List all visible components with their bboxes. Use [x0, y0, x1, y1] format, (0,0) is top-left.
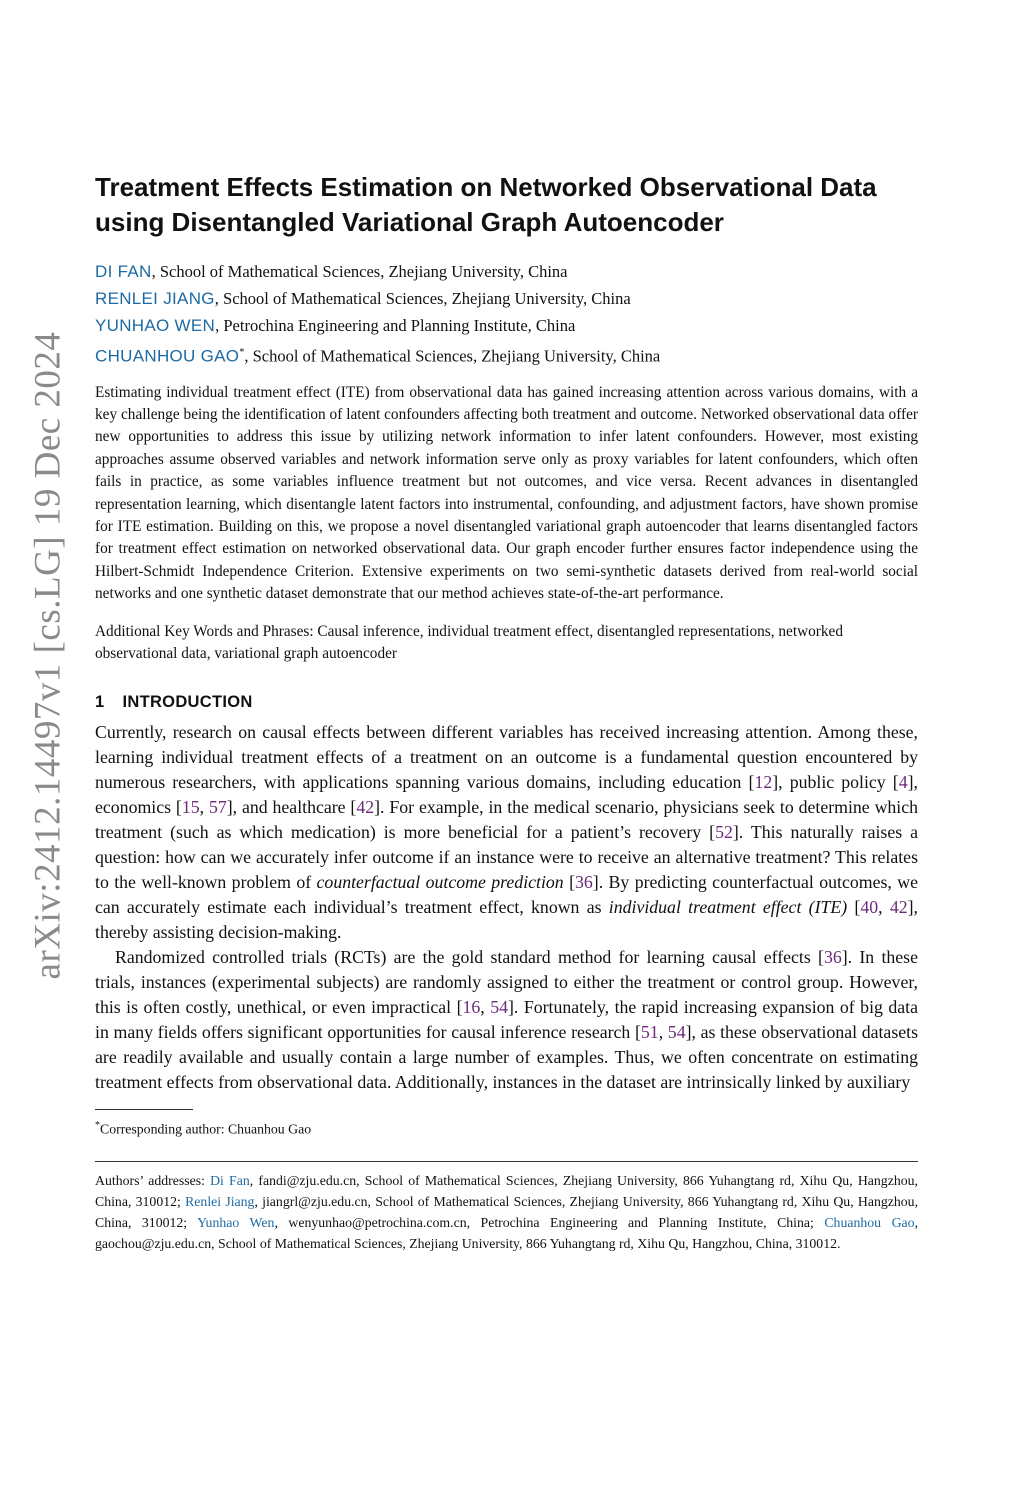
intro-paragraph-1: Currently, research on causal effects between different variables has received increasing attention. Among these, learning individual treatment effects of a treatment on an outcome is a fundamental question encountered by numerous researchers, with applications spanning various domains, including education [12], public policy [4], economics [15, 57], and healthcare [42]. For example, in the medical scenario, physicians seek to determine which treatment (such as which medication) is more beneficial for a patient’s recovery [52]. This naturally raises a question: how can we accurately infer outcome if an instance were to receive an alternative treatment? This relates to the well-known problem of counterfactual outcome prediction [36]. By predicting counterfactual outcomes, we can accurately estimate each individual’s treatment effect, known as individual treatment effect (ITE) [40, 42], thereby assisting decision-making.	[95, 721, 919, 942]
author-affiliation: Petrochina Engineering and Planning Institute, China	[223, 316, 576, 335]
section-heading-introduction	[95, 693, 918, 712]
citation-link[interactable]: 52	[715, 821, 733, 842]
section-number: 1	[95, 692, 105, 711]
citation-link[interactable]: 12	[754, 771, 773, 792]
keywords-label: Additional Key Words and Phrases:	[95, 622, 314, 640]
emphasis-term: counterfactual outcome prediction	[316, 871, 564, 892]
arxiv-identifier	[22, 290, 74, 1020]
citation-link[interactable]: 4	[898, 771, 908, 792]
keywords	[95, 621, 918, 666]
author-list	[95, 258, 918, 370]
author-entry: CHUANHOU GAO*, School of Mathematical Sciences, Zhejiang University, China	[95, 346, 661, 366]
footnote-marker: *	[95, 1119, 100, 1131]
citation-link[interactable]: 40	[860, 896, 879, 917]
citation-link[interactable]: 15	[181, 796, 200, 817]
author-affiliation: School of Mathematical Sciences, Zhejiang University, China	[252, 346, 661, 366]
paper-first-page	[95, 170, 918, 1268]
citation-link[interactable]: 51	[640, 1021, 659, 1042]
author-affiliation: School of Mathematical Sciences, Zhejiang University, China	[223, 289, 631, 308]
abstract: Estimating individual treatment effect (ITE) from observational data has gained increasing attention across various domains, with a key challenge being the identification of latent confounders affecting both treatment and outcome. Networked observational data offer new opportunities to address this issue by utilizing network information to infer latent confounders. However, most existing approaches assume observed variables and network information serve only as proxy variables for latent confounders, which often fails in practice, as some variables influence treatment but not outcomes, and vice versa. Recent advances in disentangled representation learning, which disentangle latent factors into instrumental, confounding, and adjustment factors, have shown promise for ITE estimation. Building on this, we propose a novel disentangled variational graph autoencoder that learns disentangled factors for treatment effect estimation on networked observational data. Our graph encoder further ensures factor independence using the Hilbert-Schmidt Independence Criterion. Extensive experiments on two semi-synthetic datasets derived from real-world social networks and one synthetic dataset demonstrate that our method achieves state-of-the-art performance.	[95, 383, 918, 603]
citation-link[interactable]: 36	[823, 946, 842, 967]
citation-link[interactable]: 42	[356, 796, 375, 817]
author-name-link[interactable]: RENLEI JIANG	[95, 289, 215, 308]
author-entry: YUNHAO WEN, Petrochina Engineering and Planning Institute, China	[95, 316, 576, 335]
footnote-divider	[95, 1109, 193, 1110]
corresponding-author-marker: *	[239, 347, 245, 358]
author-address-link[interactable]: Chuanhou Gao	[824, 1215, 915, 1231]
author-entry: DI FAN, School of Mathematical Sciences, Zhejiang University, China	[95, 262, 568, 281]
arxiv-identifier-text: arXiv:2412.14497v1 [cs.LG] 19 Dec 2024	[27, 331, 69, 979]
paper-title: Treatment Effects Estimation on Networked Observational Data using Disentangled Variational Graph Autoencoder	[95, 172, 877, 237]
emphasis-term: individual treatment effect (ITE)	[608, 896, 848, 917]
author-name-link[interactable]: YUNHAO WEN	[95, 316, 216, 335]
author-entry: RENLEI JIANG, School of Mathematical Sciences, Zhejiang University, China	[95, 289, 631, 308]
citation-link[interactable]: 54	[490, 996, 508, 1017]
footnote	[95, 1116, 918, 1140]
citation-link[interactable]: 54	[667, 1021, 686, 1042]
author-address-link[interactable]: Di Fan	[210, 1173, 250, 1189]
footnote-text: Corresponding author: Chuanhou Gao	[100, 1121, 312, 1137]
author-addresses: Authors’ addresses: Di Fan, fandi@zju.edu.cn, School of Mathematical Sciences, Zhejiang University, 866 Yuhangtang rd, Xihu Qu, Hangzhou, China, 310012; Renlei Jiang, jiangrl@zju.edu.cn, School of Mathematical Sciences, Zhejiang University, 866 Yuhangtang rd, Xihu Qu, Hangzhou, China, 310012; Yunhao Wen, wenyunhao@petrochina.com.cn, Petrochina Engineering and Planning Institute, China; Chuanhou Gao, gaochou@zju.edu.cn, School of Mathematical Sciences, Zhejiang University, 866 Yuhangtang rd, Xihu Qu, Hangzhou, China, 310012.	[95, 1173, 919, 1252]
citation-link[interactable]: 16	[462, 996, 481, 1017]
citation-link[interactable]: 57	[208, 796, 227, 817]
author-address-link[interactable]: Yunhao Wen	[197, 1215, 275, 1231]
author-name-link[interactable]: DI FAN	[95, 262, 152, 281]
intro-paragraph-2: Randomized controlled trials (RCTs) are the gold standard method for learning causal effects [36]. In these trials, instances (experimental subjects) are randomly assigned to either the treatment or control group. However, this is often costly, unethical, or even impractical [16, 54]. Fortunately, the rapid increasing expansion of big data in many fields offers significant opportunities for causal inference research [51, 54], as these observational datasets are readily available and usually contain a large number of examples. Thus, we often concentrate on estimating treatment effects from observational data. Additionally, instances in the dataset are intrinsically linked by auxiliary	[95, 946, 919, 1092]
citation-link[interactable]: 36	[575, 871, 593, 892]
author-name-link[interactable]: CHUANHOU GAO	[95, 346, 240, 366]
citation-link[interactable]: 42	[889, 896, 908, 917]
section-title: INTRODUCTION	[122, 692, 253, 711]
author-affiliation: School of Mathematical Sciences, Zhejiang University, China	[159, 262, 568, 281]
author-address-link[interactable]: Renlei Jiang	[185, 1194, 255, 1210]
keywords-text: Causal inference, individual treatment effect, disentangled representations, networked observational data, variational graph autoencoder	[95, 622, 843, 663]
address-divider	[95, 1161, 918, 1162]
